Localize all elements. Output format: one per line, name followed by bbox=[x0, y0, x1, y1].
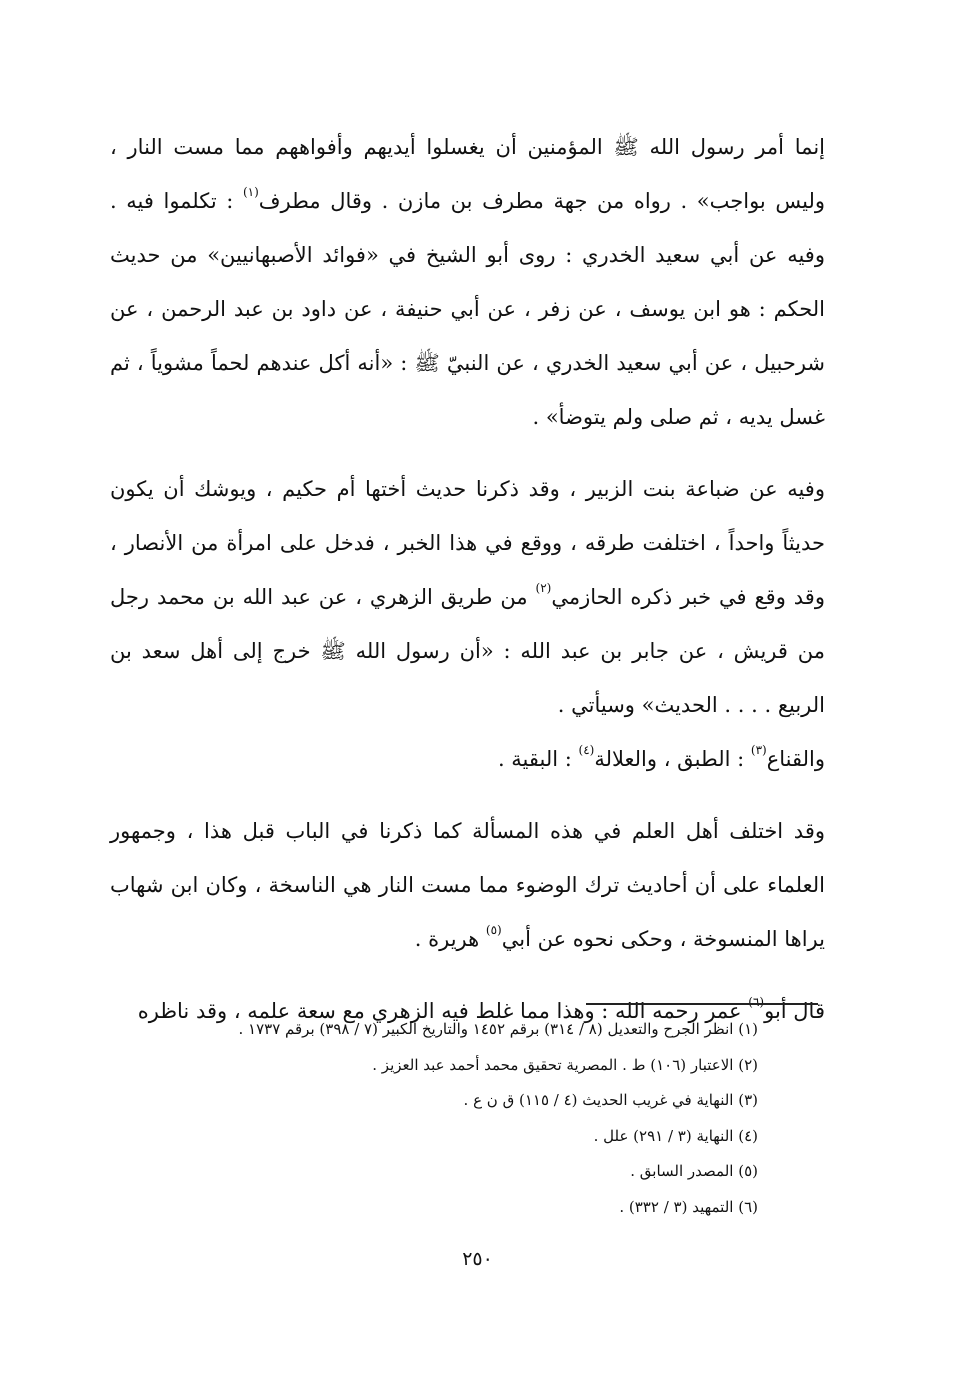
footnote: (٥) المصدر السابق . bbox=[630, 1162, 758, 1180]
text-run: وقد اختلف أهل العلم في هذه المسألة كما ذكرنا في الباب قبل هذا ، وجمهور العلماء على أن أحاديث ترك الوضوء مما مست النار هي الناسخة ، وكان ابن شهاب يراها المنسوخة ، وحكى نحوه عن أبي bbox=[110, 819, 825, 951]
paragraph bbox=[110, 732, 825, 786]
footnote-marker: (١) bbox=[242, 185, 259, 199]
footnote-marker: (٥) bbox=[485, 923, 502, 937]
footnote-marker: (٦) bbox=[748, 995, 765, 1009]
text-run: : الطبق ، والعلالة bbox=[594, 747, 751, 771]
footnote-marker: (٣) bbox=[750, 743, 767, 757]
text-run: وفيه عن ضباعة بنت الزبير ، وقد ذكرنا حديث أختها أم حكيم ، ويوشك أن يكون حديثاً واحداً ، اختلفت طرقه ، ووقع في هذا الخبر ، فدخل على امرأة من الأنصار ، وقد وقع في خبر ذكره الحازمي bbox=[110, 477, 825, 609]
text-run: : البقية . bbox=[497, 747, 579, 771]
main-text bbox=[110, 120, 825, 1038]
footnote-marker: (٤) bbox=[578, 743, 595, 757]
footnote: (٤) النهاية (٣ / ٢٩١) علل . bbox=[593, 1126, 758, 1145]
paragraph bbox=[110, 462, 825, 732]
text-run: قال أبو bbox=[764, 999, 825, 1023]
footnote: (٣) النهاية في غريب الحديث (٤ / ١١٥) ق ن ع . bbox=[463, 1091, 758, 1109]
footnotes bbox=[130, 1012, 758, 1225]
paragraph bbox=[110, 120, 825, 444]
text-run: : تكلموا فيه . وفيه عن أبي سعيد الخدري : روى أبو الشيخ في «فوائد الأصبهانيين» من حديث الحكم : هو ابن يوسف ، عن زفر ، عن أبي حنيفة ، عن داود بن عبد الرحمن ، عن شرحبيل ، عن أبي سعيد الخدري ، عن النبيّ ﷺ : «أنه أكل عندهم لحماً مشوياً ، ثم غسل يديه ، ثم صلى ولم يتوضأ» . bbox=[110, 189, 825, 429]
footnote-marker: (٢) bbox=[535, 581, 552, 595]
footnote: (٦) التمهيد (٣ / ٣٣٢) . bbox=[619, 1197, 758, 1216]
text-run: والقناع bbox=[766, 747, 825, 771]
text-run: عمر رحمه الله : وهذا مما غلط فيه الزهري مع سعة علمه ، وقد ناظره bbox=[137, 999, 749, 1023]
text-run: إنما أمر رسول الله ﷺ المؤمنين أن يغسلوا أيديهم وأفواههم مما مست النار ، وليس بواجب» . رواه من جهة مطرف بن مازن . وقال مطرف bbox=[110, 135, 826, 213]
paragraph bbox=[110, 804, 825, 966]
footnote: (١) انظر الجرح والتعديل (٨ / ٣١٤) برقم ١٤٥٢ والتاريخ الكبير (٧ / ٣٩٨) برقم ١٧٣٧ . bbox=[238, 1020, 758, 1038]
text-run: هريرة . bbox=[414, 927, 486, 951]
text-run: من طريق الزهري ، عن عبد الله بن محمد رجل من قريش ، عن جابر بن عبد الله : «أن رسول الله ﷺ خرج إلى أهل سعد بن الربيع . . . . الحديث» وسيأتي . bbox=[110, 585, 825, 717]
footnote-separator bbox=[586, 1003, 818, 1005]
footnote: (٢) الاعتبار (١٠٦) ط . المصرية تحقيق محمد أحمد عبد العزيز . bbox=[372, 1055, 758, 1074]
page-number: ٢٥٠ bbox=[462, 1248, 493, 1270]
